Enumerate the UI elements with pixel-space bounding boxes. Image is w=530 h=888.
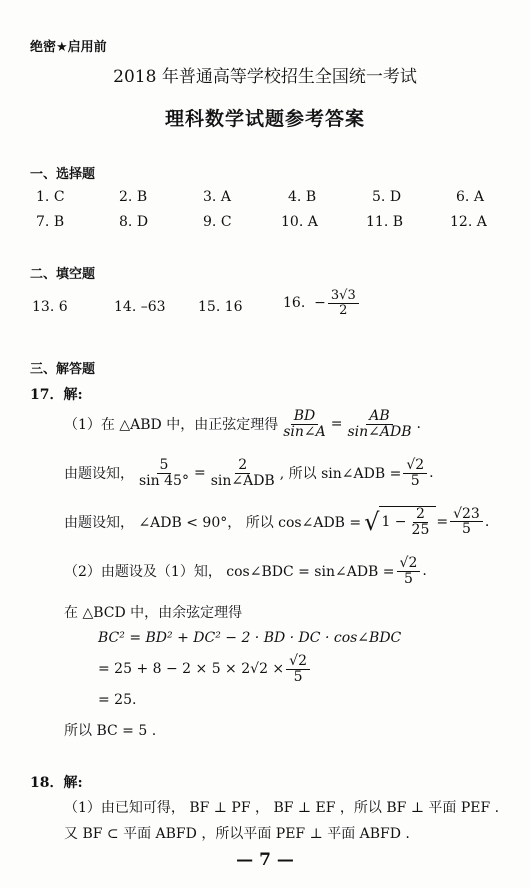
q18-line-2: 又 BF ⊂ 平面 ABFD ，所以平面 PEF ⊥ 平面 ABFD . bbox=[64, 826, 410, 842]
q17-equation-2: = 25 + 8 − 2 × 5 × 2√2 × $\frac{√2}{5}$ bbox=[98, 654, 312, 684]
answer-item: 3. A bbox=[203, 189, 231, 205]
q17-equation-3: = 25. bbox=[98, 692, 137, 708]
answer-item: 15. 16 bbox=[198, 299, 243, 315]
answer-item: 7. B bbox=[36, 214, 65, 230]
answer-item: 10. A bbox=[281, 214, 318, 230]
q18-line-1: （1）由已知可得， BF ⊥ PF ， BF ⊥ EF ，所以 BF ⊥ 平面 PEF . bbox=[64, 800, 500, 816]
answer-item: 4. B bbox=[288, 189, 317, 205]
answer-item-16: 16. − $\frac{3√3}{2}$ bbox=[283, 289, 361, 317]
confidential-label: 绝密★启用前 bbox=[30, 40, 107, 55]
section-heading-fill: 二、填空题 bbox=[30, 267, 96, 282]
q17-part2: （2）由题设及（1）知， cos∠BDC = sin∠ADB = $\frac{√2}{5}$ . bbox=[64, 555, 427, 587]
exam-title: 2018 年普通高等学校招生全国统一考试 bbox=[113, 67, 417, 87]
answer-item: 6. A bbox=[456, 189, 484, 205]
q17-equation-1: BC² = BD² + DC² − 2 · BD · DC · cos∠BDC bbox=[98, 630, 402, 646]
answer-item: 11. B bbox=[366, 214, 404, 230]
page-number: — 7 — bbox=[236, 850, 294, 870]
answer-item: 13. 6 bbox=[32, 299, 68, 315]
q17-part1-step2: 由题设知， $\frac{5}{\sin 45^\circ}$ = $\frac{2}{\text{sin∠ADB}}$ , 所以 sin∠ADB = $\frac{√2}{5}$ . bbox=[64, 457, 434, 489]
q17-part1-step3: 由题设知， ∠ADB < 90°， 所以 cos∠ADB = √ 1 − $\frac{2}{25}$ = $\frac{√23}{5}$ . bbox=[64, 505, 490, 538]
q17-label: 17．解: bbox=[30, 387, 83, 403]
answer-item: 12. A bbox=[450, 214, 487, 230]
answer-item: 1. C bbox=[36, 189, 65, 205]
q17-part1: （1）在 △ABD 中，由正弦定理得 $\frac{BD}{\sin\angle A}$ = $\frac{AB}{\text{sin∠ADB}}$ . bbox=[64, 408, 421, 440]
answer-item: 9. C bbox=[203, 214, 232, 230]
answer-item: 8. D bbox=[119, 214, 149, 230]
answer-item: 14. –63 bbox=[114, 299, 166, 315]
q17-cosine-law-intro: 在 △BCD 中，由余弦定理得 bbox=[64, 605, 243, 621]
section-heading-solutions: 三、解答题 bbox=[30, 362, 96, 377]
answer-key-title: 理科数学试题参考答案 bbox=[164, 108, 365, 130]
answer-item: 5. D bbox=[372, 189, 402, 205]
section-heading-choice: 一、选择题 bbox=[30, 167, 96, 182]
answer-item: 2. B bbox=[119, 189, 148, 205]
q17-conclusion: 所以 BC = 5 . bbox=[64, 723, 157, 739]
q18-label: 18．解: bbox=[30, 775, 83, 791]
